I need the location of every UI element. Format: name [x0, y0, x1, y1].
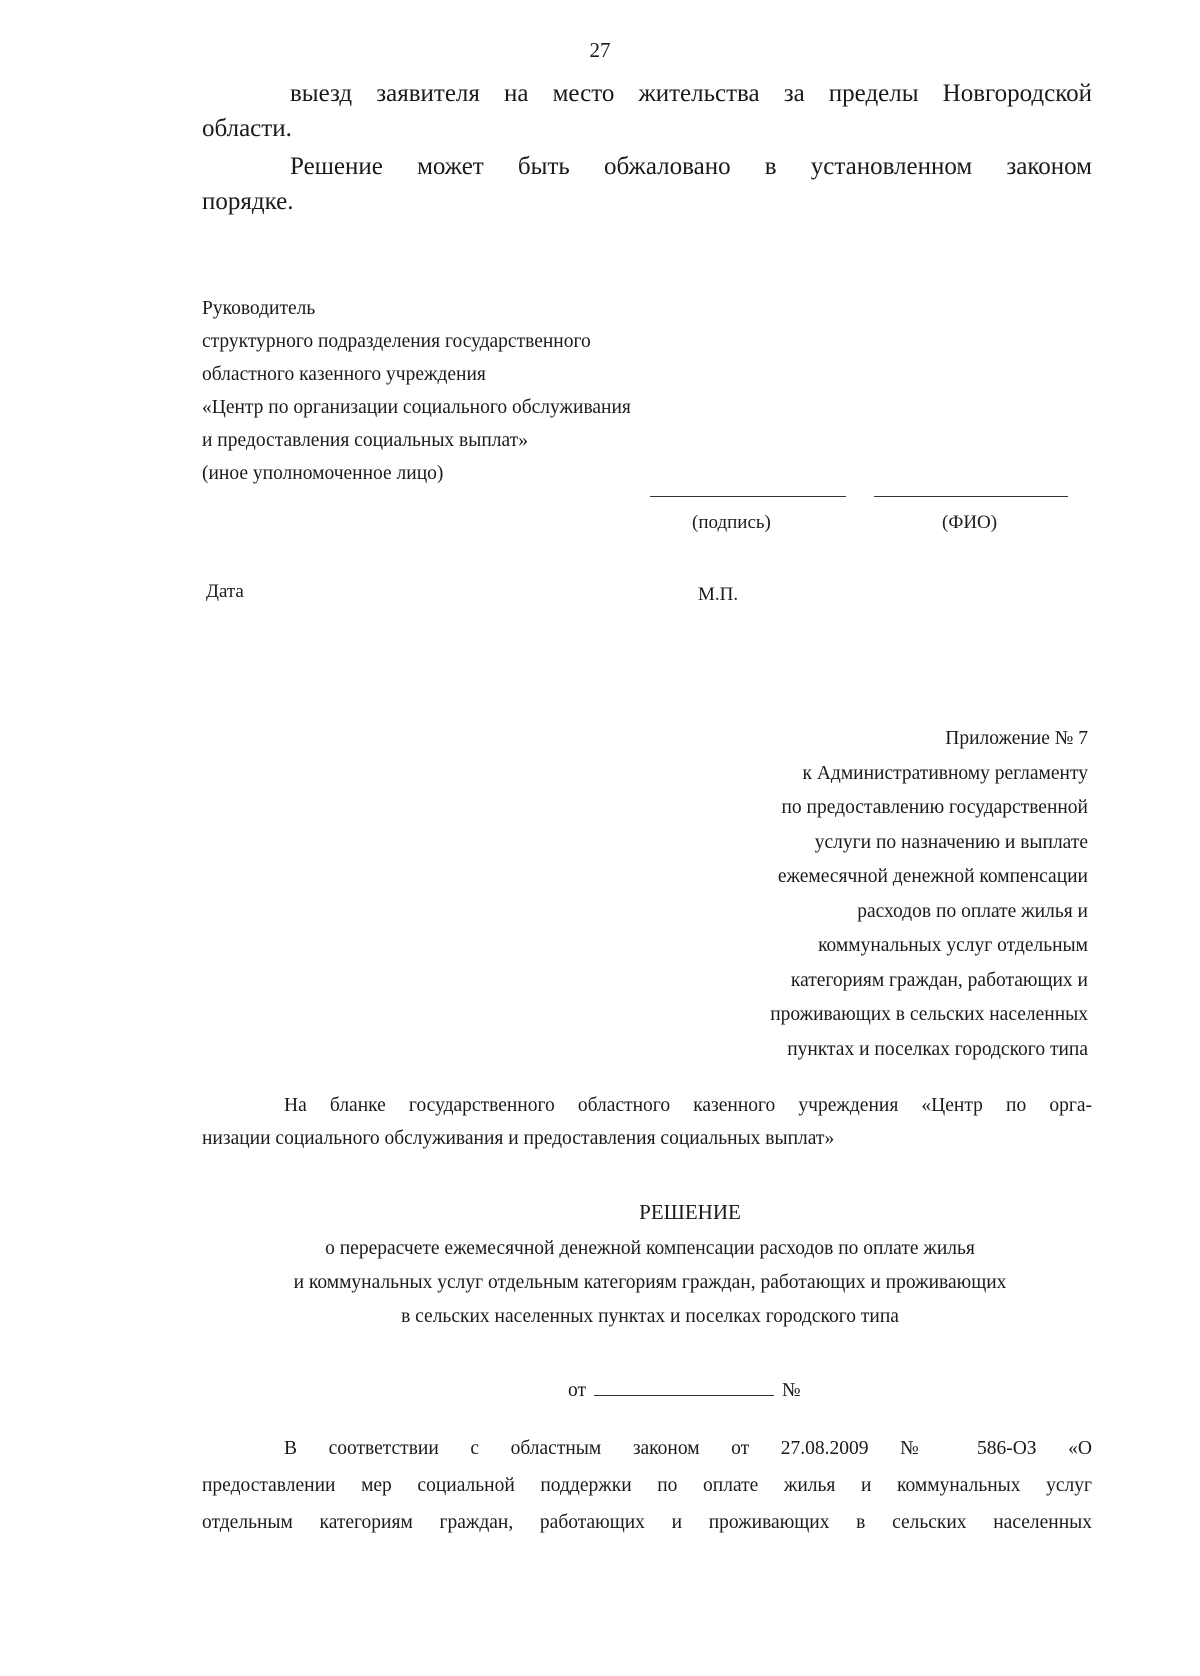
- appendix-line: услуги по назначению и выплате: [814, 831, 1088, 853]
- from-label: от: [568, 1380, 587, 1401]
- subtitle-line: и коммунальных услуг отдельным категориям граждан, работающих и проживающих: [293, 1272, 1007, 1293]
- paragraph-line: порядке.: [202, 188, 294, 215]
- paragraph-line: области.: [202, 115, 292, 142]
- decision-date-number: [568, 1374, 801, 1407]
- signature-line: «Центр по организации социального обслуживания: [202, 397, 631, 418]
- signature-block: [202, 292, 631, 490]
- appendix-line: Приложение № 7: [945, 728, 1088, 749]
- signature-line: структурного подразделения государственного: [202, 331, 591, 352]
- signature-caption: (подпись): [692, 512, 771, 533]
- signature-line: областного казенного учреждения: [202, 364, 486, 385]
- name-caption: (ФИО): [942, 512, 998, 533]
- stamp-label: М.П.: [698, 584, 739, 605]
- paragraph-line: Решение может быть обжаловано в установленном законом: [290, 153, 1092, 180]
- appendix-line: проживающих в сельских населенных: [770, 1004, 1088, 1025]
- appendix-line: коммунальных услуг отдельным: [818, 935, 1088, 956]
- name-underline: [874, 496, 1068, 497]
- appendix-line: ежемесячной денежной компенсации: [777, 866, 1088, 887]
- subtitle-line: о перерасчете ежемесячной денежной компенсации расходов по оплате жилья: [325, 1238, 975, 1259]
- appendix-line: расходов по оплате жилья и: [857, 900, 1088, 922]
- subtitle-line: в сельских населенных пунктах и поселках городского типа: [401, 1306, 899, 1327]
- page-number: 27: [589, 38, 611, 62]
- signature-line: Руководитель: [202, 298, 316, 319]
- appendix-header: [770, 722, 1088, 1067]
- decision-title: РЕШЕНИЕ: [639, 1200, 741, 1224]
- body-line: отдельным категориям граждан, работающих и проживающих в сельских населенных: [202, 1512, 1092, 1533]
- date-label: Дата: [206, 581, 244, 602]
- letterhead-note: На бланке государственного областного казенного учреждения «Центр по орга-: [284, 1095, 1092, 1116]
- signature-underline: [650, 496, 846, 497]
- appendix-line: пунктах и поселках городского типа: [787, 1038, 1088, 1060]
- decision-subtitle: [200, 1232, 1100, 1334]
- paragraph-line: выезд заявителя на место жительства за пределы Новгородской: [290, 80, 1092, 107]
- number-label: №: [782, 1380, 801, 1401]
- appendix-line: к Административному регламенту: [802, 762, 1088, 784]
- appendix-line: категориям граждан, работающих и: [790, 969, 1088, 991]
- signature-line: (иное уполномоченное лицо): [202, 463, 444, 484]
- body-line: В соответствии с областным законом от 27.08.2009 № 586-ОЗ «О: [284, 1438, 1092, 1459]
- signature-line: и предоставления социальных выплат»: [202, 430, 528, 451]
- letterhead-note: низации социального обслуживания и предоставления социальных выплат»: [202, 1128, 835, 1149]
- appendix-line: по предоставлению государственной: [781, 797, 1088, 818]
- date-blank: [594, 1379, 774, 1396]
- body-line: предоставлении мер социальной поддержки по оплате жилья и коммунальных услуг: [202, 1475, 1092, 1496]
